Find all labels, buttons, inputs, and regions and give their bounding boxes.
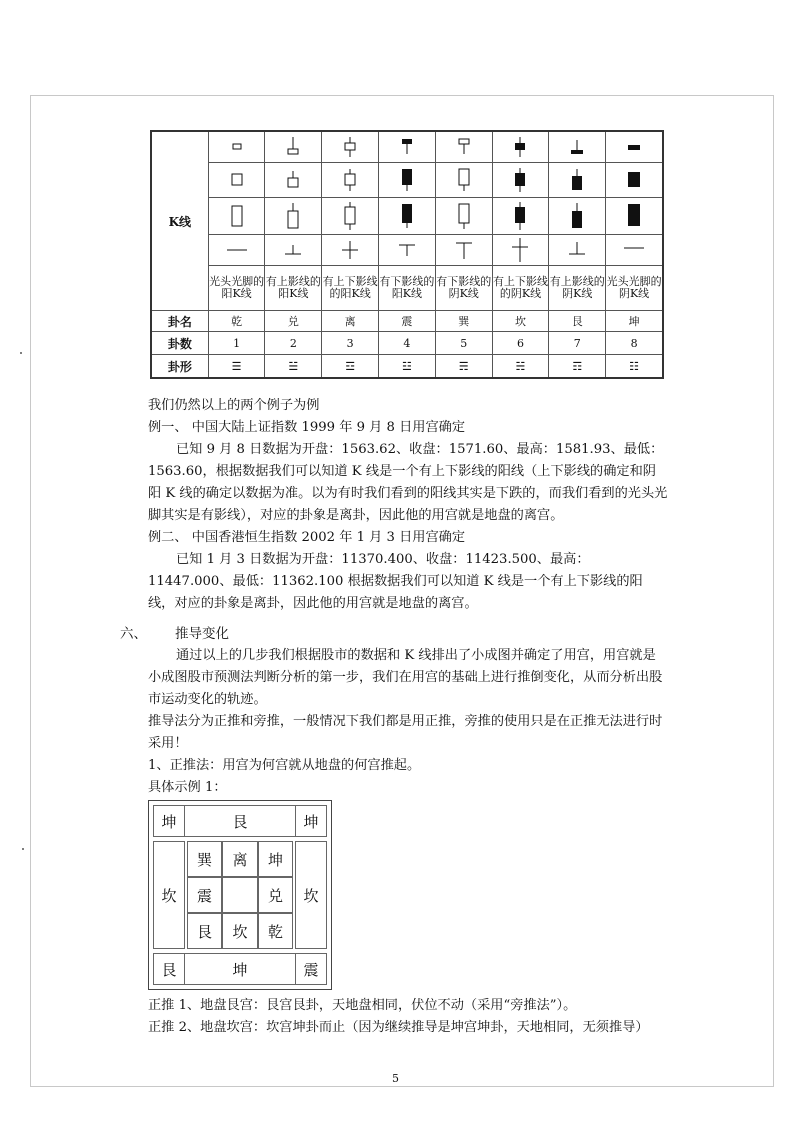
trigram-icon: ☵	[492, 355, 549, 379]
gua-name: 坎	[492, 311, 549, 332]
gua-num: 7	[549, 332, 606, 355]
kline-icon	[397, 167, 417, 193]
trigram-icon: ☲	[322, 355, 379, 379]
kline-icon	[564, 239, 590, 261]
gua-num: 8	[606, 332, 663, 355]
gua-name: 离	[322, 311, 379, 332]
grid-cell-tr: 坤	[295, 805, 327, 837]
forward-step-1: 正推 1、地盘艮宫：艮宫艮卦，天地盘相同，伏位不动（采用“旁推法”）。	[148, 998, 577, 1013]
kline-icon	[397, 201, 417, 231]
inner-cell: 乾	[258, 913, 293, 949]
kline-desc: 光头光脚的阳K线	[208, 266, 265, 311]
kline-icon	[283, 136, 303, 158]
kline-desc: 有上影线的阳K线	[265, 266, 322, 311]
kline-icon	[227, 168, 247, 192]
kline-icon	[454, 167, 474, 193]
gua-name: 震	[379, 311, 436, 332]
kline-desc: 有下影线的阳K线	[379, 266, 436, 311]
inner-cell: 巽	[187, 841, 222, 877]
kline-icon	[397, 136, 417, 158]
grid-cell-right: 坎	[295, 841, 327, 949]
scan-speck	[22, 848, 24, 850]
scan-speck	[20, 352, 22, 354]
kline-gua-table	[150, 130, 664, 379]
kline-icon	[340, 201, 360, 231]
kline-icon	[454, 201, 474, 231]
gua-num: 5	[435, 332, 492, 355]
gua-name-label: 卦名	[151, 311, 208, 332]
example-2-heading: 例二、 中国香港恒生指数 2002 年 1 月 3 日用宫确定	[148, 530, 466, 545]
section-intro: 通过以上的几步我们根据股市的数据和 K 线排出了小成图并确定了用宫，用宫就是小成图股市预测法判断分析的第一步，我们在用宫的基础上进行推倒变化，从而分析出股市运动变化的轨迹。	[148, 648, 663, 707]
kline-icon	[227, 201, 247, 231]
kline-icon	[394, 239, 420, 261]
kline-desc: 有上下影线的阴K线	[492, 266, 549, 311]
method-description: 推导法分为正推和旁推，一般情况下我们都是用正推，旁推的使用只是在正推无法进行时采用！	[148, 714, 663, 751]
forward-method: 1、正推法：用宫为何宫就从地盘的何宫推起。	[148, 758, 421, 773]
paragraph-intro: 我们仍然以上的两个例子为例	[148, 398, 320, 413]
kline-icon	[283, 168, 303, 192]
kline-icon	[340, 136, 360, 158]
section-number: 六、	[120, 626, 147, 642]
example-1-text: 已知 9 月 8 日数据为开盘：1563.62、收盘：1571.60、最高：1581.93、最低：1563.60，根据数据我们可以知道 K 线是一个有上下影线的阳线（上下影线的确定和阴阳 K 线的确定以数据为准。以为有时我们看到的阳线其实是下跌的，而我们看到的光头光脚其实是有影线），对应的卦象是离卦，因此他的用宫就是地盘的离宫。	[148, 442, 668, 523]
kline-icon	[224, 239, 250, 261]
bagua-grid	[148, 800, 332, 990]
kline-icon	[283, 201, 303, 231]
inner-cell: 坎	[222, 913, 258, 949]
kline-row-header: K线	[151, 131, 208, 311]
trigram-icon: ☴	[435, 355, 492, 379]
gua-num: 2	[265, 332, 322, 355]
kline-icon	[567, 167, 587, 193]
kline-icon	[337, 239, 363, 261]
inner-cell: 兑	[258, 877, 293, 913]
kline-icon	[510, 201, 530, 231]
gua-num-label: 卦数	[151, 332, 208, 355]
inner-cell: 震	[187, 877, 222, 913]
gua-name: 兑	[265, 311, 322, 332]
grid-cell-bl: 艮	[153, 953, 185, 985]
grid-cell-tl: 坤	[153, 805, 185, 837]
kline-icon	[227, 137, 247, 157]
gua-name: 艮	[549, 311, 606, 332]
kline-icon	[624, 167, 644, 193]
example-label: 具体示例 1：	[148, 780, 227, 795]
kline-icon	[624, 136, 644, 158]
grid-cell-top: 艮	[185, 805, 295, 837]
kline-icon	[280, 239, 306, 261]
example-1-heading: 例一、 中国大陆上证指数 1999 年 9 月 8 日用宫确定	[148, 420, 466, 435]
kline-desc: 有上影线的阴K线	[549, 266, 606, 311]
kline-icon	[624, 201, 644, 231]
trigram-icon: ☶	[549, 355, 606, 379]
gua-num: 6	[492, 332, 549, 355]
gua-name: 坤	[606, 311, 663, 332]
trigram-icon: ☱	[265, 355, 322, 379]
inner-cell: 坤	[258, 841, 293, 877]
kline-desc: 有上下影线的阳K线	[322, 266, 379, 311]
trigram-icon: ☳	[379, 355, 436, 379]
grid-cell-bottom: 坤	[185, 953, 295, 985]
kline-icon	[621, 239, 647, 261]
inner-cell-center	[222, 877, 258, 913]
trigram-icon: ☰	[208, 355, 265, 379]
gua-num: 3	[322, 332, 379, 355]
kline-icon	[567, 136, 587, 158]
kline-icon	[510, 167, 530, 193]
kline-icon	[454, 136, 474, 158]
gua-num: 1	[208, 332, 265, 355]
gua-shape-label: 卦形	[151, 355, 208, 379]
inner-cell: 艮	[187, 913, 222, 949]
kline-icon	[451, 239, 477, 261]
kline-desc: 有下影线的阴K线	[435, 266, 492, 311]
kline-icon	[510, 136, 530, 158]
trigram-icon: ☷	[606, 355, 663, 379]
gua-num: 4	[379, 332, 436, 355]
section-title: 推导变化	[175, 626, 229, 642]
page-number: 5	[392, 1072, 399, 1085]
inner-cell: 离	[222, 841, 258, 877]
kline-icon	[340, 168, 360, 192]
grid-cell-br: 震	[295, 953, 327, 985]
kline-icon	[567, 201, 587, 231]
forward-step-2: 正推 2、地盘坎宫：坎宫坤卦而止（因为继续推导是坤宫坤卦，天地相同，无须推导）	[148, 1020, 649, 1035]
gua-name: 巽	[435, 311, 492, 332]
kline-icon	[507, 237, 533, 263]
kline-desc: 光头光脚的阴K线	[606, 266, 663, 311]
gua-name: 乾	[208, 311, 265, 332]
example-2-text: 已知 1 月 3 日数据为开盘：11370.400、收盘：11423.500、最高：11447.000、最低：11362.100 根据数据我们可以知道 K 线是一个有上下影线的阳线，对应的卦象是离卦，因此他的用宫就是地盘的离宫。	[148, 552, 643, 611]
grid-cell-left: 坎	[153, 841, 185, 949]
